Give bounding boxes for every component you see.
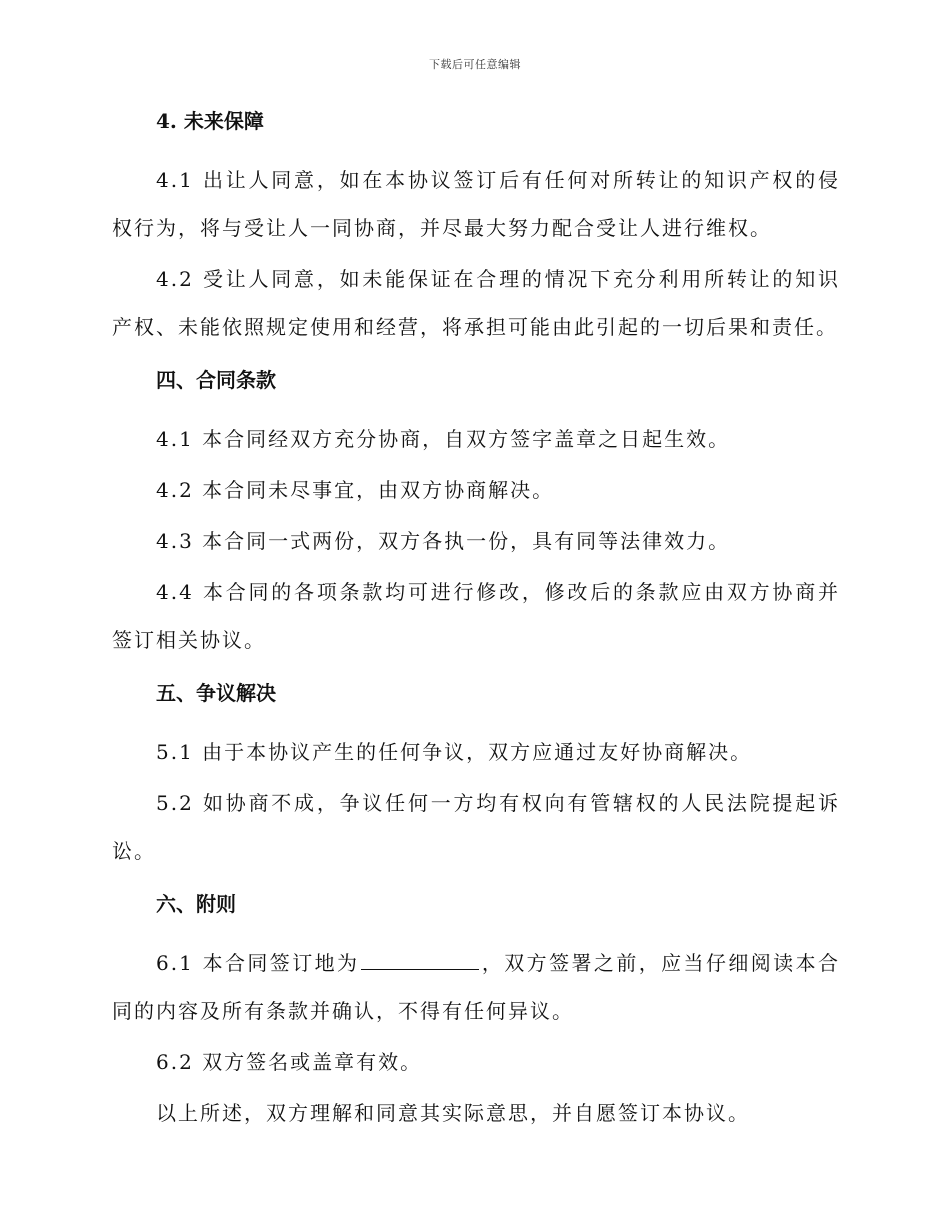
clause-4-1-effective: 4.1 本合同经双方充分协商，自双方签字盖章之日起生效。 bbox=[156, 427, 731, 451]
section-heading-dispute: 五、争议解决 bbox=[156, 681, 276, 705]
closing-statement: 以上所述，双方理解和同意其实际意思，并自愿签订本协议。 bbox=[156, 1101, 750, 1125]
clause-4-1-transferor: 4.1 出让人同意，如在本协议签订后有任何对所转让的知识产权的侵权行为，将与受让人一同协商，并尽最大努力配合受让人进行维权。 bbox=[112, 168, 840, 240]
section-heading-contract-terms: 四、合同条款 bbox=[156, 368, 276, 392]
section-heading-future-guarantee: 4. 未来保障 bbox=[156, 109, 264, 133]
clause-4-2-unresolved: 4.2 本合同未尽事宜，由双方协商解决。 bbox=[156, 478, 555, 502]
clause-6-1-text-after: ，双方签署之前，应当仔细阅读本合同的内容及所有条款并确认，不得有任何异议。 bbox=[112, 951, 841, 1023]
clause-5-2-litigation: 5.2 如协商不成，争议任何一方均有权向有管辖权的人民法院提起诉讼。 bbox=[112, 791, 840, 863]
clause-5-1-negotiation: 5.1 由于本协议产生的任何争议，双方应通过友好协商解决。 bbox=[156, 740, 753, 764]
clause-6-2-signature: 6.2 双方签名或盖章有效。 bbox=[156, 1050, 423, 1074]
clause-4-2-transferee: 4.2 受让人同意，如未能保证在合理的情况下充分利用所转让的知识产权、未能依照规定使用和经营，将承担可能由此引起的一切后果和责任。 bbox=[112, 267, 840, 339]
document-body bbox=[112, 106, 840, 1140]
clause-6-1-text-before: 6.1 本合同签订地为 bbox=[156, 951, 360, 975]
clause-4-4-amendment: 4.4 本合同的各项条款均可进行修改，修改后的条款应由双方协商并签订相关协议。 bbox=[112, 580, 840, 652]
clause-6-1-location bbox=[112, 939, 840, 1035]
signing-location-blank bbox=[361, 949, 479, 970]
clause-4-3-copies: 4.3 本合同一式两份，双方各执一份，具有同等法律效力。 bbox=[156, 529, 731, 553]
page-header: 下载后可任意编辑 bbox=[429, 58, 521, 71]
section-heading-appendix: 六、附则 bbox=[156, 892, 236, 916]
